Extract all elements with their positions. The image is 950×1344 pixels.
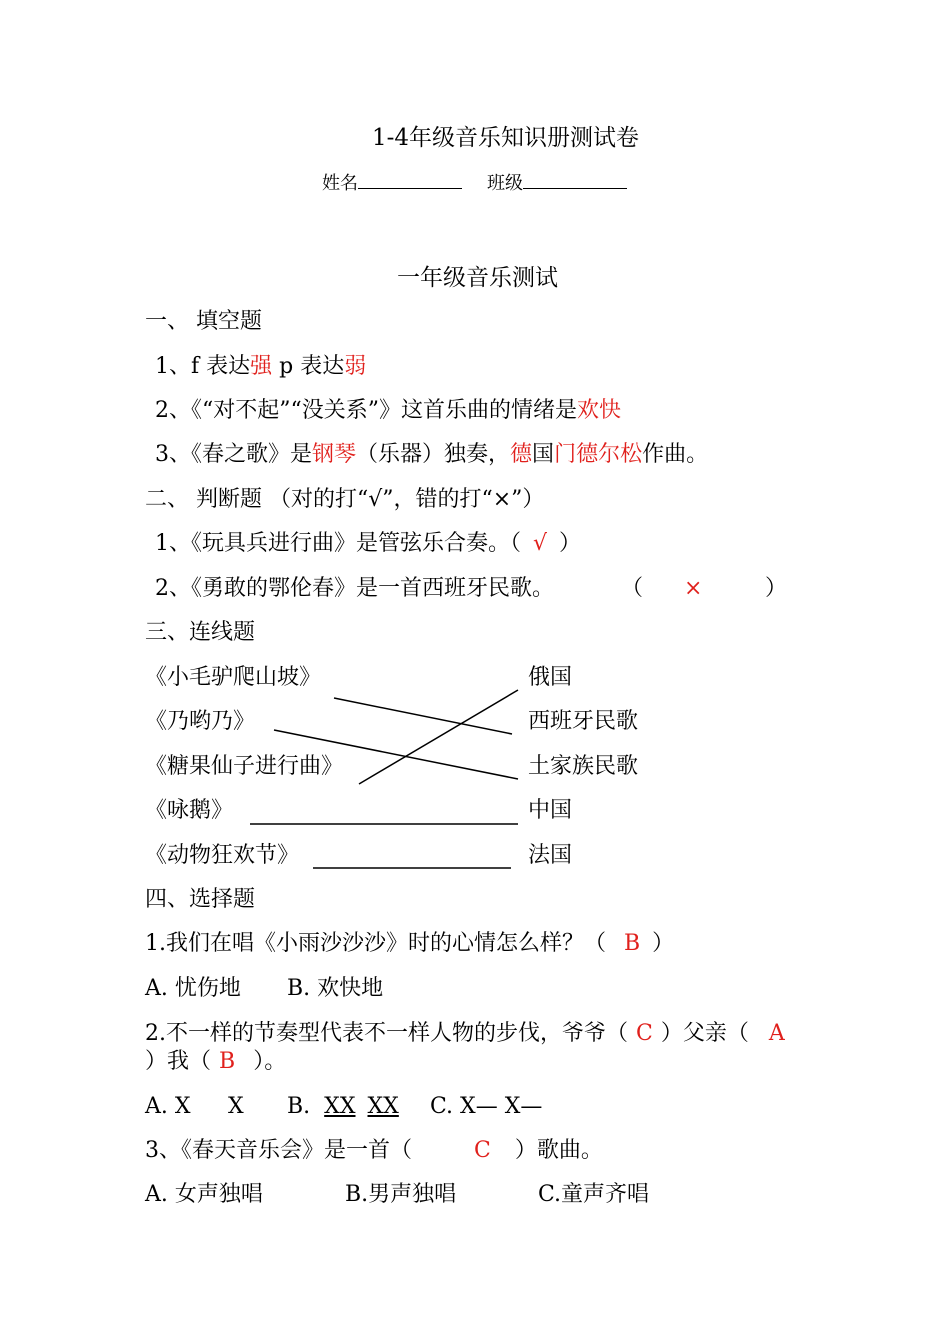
answer: B: [219, 1049, 236, 1074]
answer: 钢琴: [312, 442, 357, 467]
part4-q2-option-a2: X: [228, 1094, 244, 1119]
match-left-item: 《乃哟乃》: [145, 709, 256, 734]
match-line: [359, 690, 518, 784]
answer: A: [768, 1021, 785, 1046]
part4-q3: 3、《春天音乐会》是一首（ C ）歌曲。: [145, 1138, 603, 1163]
part2-q1: 1、《玩具兵进行曲》是管弦乐合奏。（ √ ）: [155, 531, 582, 556]
match-right-item: 俄国: [528, 665, 573, 690]
part1-q3: 3、《春之歌》是钢琴（乐器）独奏，德国门德尔松作曲。: [155, 442, 709, 467]
part4-q2-option-a: A. X: [145, 1094, 191, 1119]
part4-q3-option-b: B.男声独唱: [345, 1182, 457, 1207]
part2-q2-open: （: [621, 576, 644, 601]
part1-q1: 1、f 表达强 p 表达弱: [155, 354, 367, 379]
match-right-item: 土家族民歌: [528, 754, 639, 779]
part1-heading: 一、 填空题: [145, 309, 262, 334]
part2-q2: 2、《勇敢的鄂伦春》是一首西班牙民歌。: [155, 576, 554, 601]
part4-q2-option-c: C. X— X—: [430, 1094, 543, 1119]
answer: 强: [250, 354, 273, 379]
match-left-item: 《糖果仙子进行曲》: [145, 754, 344, 779]
answer: C: [474, 1138, 491, 1163]
match-right-item: 西班牙民歌: [528, 709, 639, 734]
part4-q1-option-b: B. 欢快地: [287, 976, 384, 1001]
section-title: 一年级音乐测试: [397, 265, 558, 291]
answer: 德: [510, 442, 533, 467]
match-left-item: 《小毛驴爬山坡》: [145, 665, 322, 690]
answer: B: [624, 931, 641, 956]
part3-heading: 三、连线题: [145, 620, 256, 645]
part4-q3-option-c: C.童声齐唱: [538, 1182, 650, 1207]
answer: 欢快: [577, 398, 622, 423]
answer: C: [636, 1021, 653, 1046]
part1-q2: 2、《“对不起”“没关系”》这首乐曲的情绪是欢快: [155, 398, 622, 423]
match-left-item: 《动物狂欢节》: [145, 843, 300, 868]
match-line: [334, 698, 512, 734]
part4-q2-line2: ）我（ B ）。: [145, 1049, 287, 1074]
match-line: [274, 730, 518, 779]
part4-q1: 1.我们在唱《小雨沙沙沙》时的心情怎么样？（ B ）: [145, 931, 675, 956]
answer: √: [533, 531, 548, 556]
part4-q3-option-a: A. 女声独唱: [145, 1182, 263, 1207]
match-right-item: 法国: [528, 843, 573, 868]
class-label: 班级: [487, 173, 523, 194]
answer: ×: [684, 576, 703, 601]
part4-heading: 四、选择题: [145, 887, 256, 912]
name-label: 姓名: [322, 173, 358, 194]
match-left-item: 《咏鹅》: [145, 798, 234, 823]
part4-q2-line1: 2.不一样的节奏型代表不一样人物的步伐，爷爷（ C ）父亲（ A: [145, 1021, 785, 1046]
part2-q2-close: ）: [765, 576, 788, 601]
answer: 门德尔松: [554, 442, 643, 467]
answer: 弱: [344, 354, 367, 379]
match-right-item: 中国: [528, 798, 573, 823]
page-title: 1-4年级音乐知识册测试卷: [372, 125, 640, 151]
part2-heading: 二、 判断题 （对的打“√”，错的打“×”）: [145, 487, 545, 512]
part4-q2-option-b: B. XX XX: [287, 1094, 399, 1119]
part4-q1-option-a: A. 忧伤地: [145, 976, 241, 1001]
